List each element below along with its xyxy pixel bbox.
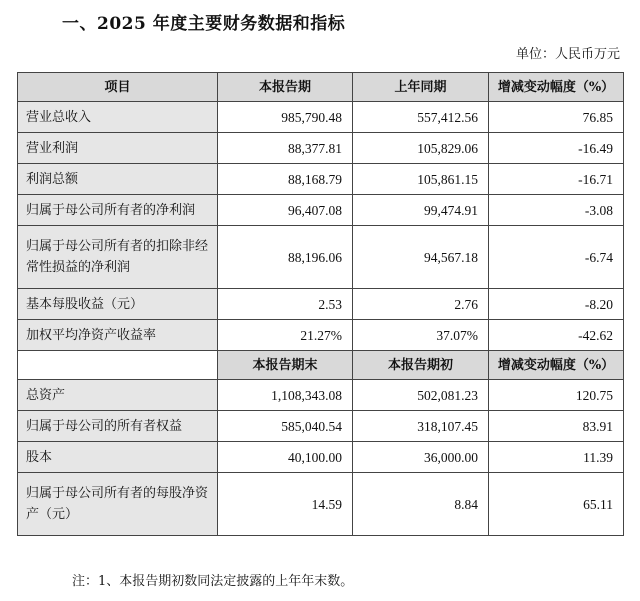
- row-label: 归属于母公司所有者的扣除非经常性损益的净利润: [18, 226, 218, 289]
- header-cell-current-period: 本报告期: [218, 73, 353, 102]
- change-value: 65.11: [489, 473, 624, 536]
- change-value: 120.75: [489, 380, 624, 411]
- period-end-value: 1,108,343.08: [218, 380, 353, 411]
- change-value: -6.74: [489, 226, 624, 289]
- table-row: [18, 320, 624, 351]
- prior-value: 94,567.18: [353, 226, 489, 289]
- prior-value: 105,861.15: [353, 164, 489, 195]
- table-row: [18, 442, 624, 473]
- change-value: -8.20: [489, 289, 624, 320]
- current-value: 96,407.08: [218, 195, 353, 226]
- table-subheader-row: [18, 351, 624, 380]
- table-row: [18, 133, 624, 164]
- table-row: [18, 226, 624, 289]
- table-footnote: 注：1、本报告期初数同法定披露的上年年末数。: [72, 574, 354, 589]
- period-end-value: 14.59: [218, 473, 353, 536]
- row-label: 基本每股收益（元）: [18, 289, 218, 320]
- current-value: 88,196.06: [218, 226, 353, 289]
- row-label: 总资产: [18, 380, 218, 411]
- row-label: 利润总额: [18, 164, 218, 195]
- prior-value: 37.07%: [353, 320, 489, 351]
- prior-value: 99,474.91: [353, 195, 489, 226]
- change-value: 11.39: [489, 442, 624, 473]
- section-heading: 一、2025 年度主要财务数据和指标: [62, 14, 346, 34]
- table-row: [18, 411, 624, 442]
- current-value: 88,377.81: [218, 133, 353, 164]
- row-label: 加权平均净资产收益率: [18, 320, 218, 351]
- currency-unit-label: 单位：人民币万元: [515, 47, 620, 62]
- row-label: 归属于母公司所有者的净利润: [18, 195, 218, 226]
- header-cell-item: 项目: [18, 73, 218, 102]
- current-value: 985,790.48: [218, 102, 353, 133]
- change-value: -16.49: [489, 133, 624, 164]
- table-row: [18, 473, 624, 536]
- header-cell-period-end: 本报告期末: [218, 351, 353, 380]
- change-value: 76.85: [489, 102, 624, 133]
- current-value: 2.53: [218, 289, 353, 320]
- period-start-value: 502,081.23: [353, 380, 489, 411]
- header-cell-prior-period: 上年同期: [353, 73, 489, 102]
- change-value: -3.08: [489, 195, 624, 226]
- prior-value: 105,829.06: [353, 133, 489, 164]
- row-label: 营业总收入: [18, 102, 218, 133]
- table-header-row: [18, 73, 624, 102]
- table-row: [18, 102, 624, 133]
- row-label: 营业利润: [18, 133, 218, 164]
- table-row: [18, 195, 624, 226]
- row-label: 归属于母公司所有者的每股净资产（元）: [18, 473, 218, 536]
- change-value: -16.71: [489, 164, 624, 195]
- period-end-value: 585,040.54: [218, 411, 353, 442]
- current-value: 21.27%: [218, 320, 353, 351]
- period-start-value: 36,000.00: [353, 442, 489, 473]
- header-cell-period-start: 本报告期初: [353, 351, 489, 380]
- prior-value: 557,412.56: [353, 102, 489, 133]
- table-row: [18, 380, 624, 411]
- header-cell-change-pct: 增减变动幅度（%）: [489, 73, 624, 102]
- header-cell-blank: [18, 351, 218, 380]
- table-row: [18, 164, 624, 195]
- period-start-value: 318,107.45: [353, 411, 489, 442]
- financial-data-table: [17, 72, 624, 536]
- row-label: 股本: [18, 442, 218, 473]
- table-row: [18, 289, 624, 320]
- row-label: 归属于母公司的所有者权益: [18, 411, 218, 442]
- current-value: 88,168.79: [218, 164, 353, 195]
- change-value: 83.91: [489, 411, 624, 442]
- period-start-value: 8.84: [353, 473, 489, 536]
- prior-value: 2.76: [353, 289, 489, 320]
- change-value: -42.62: [489, 320, 624, 351]
- period-end-value: 40,100.00: [218, 442, 353, 473]
- header-cell-change-pct: 增减变动幅度（%）: [489, 351, 624, 380]
